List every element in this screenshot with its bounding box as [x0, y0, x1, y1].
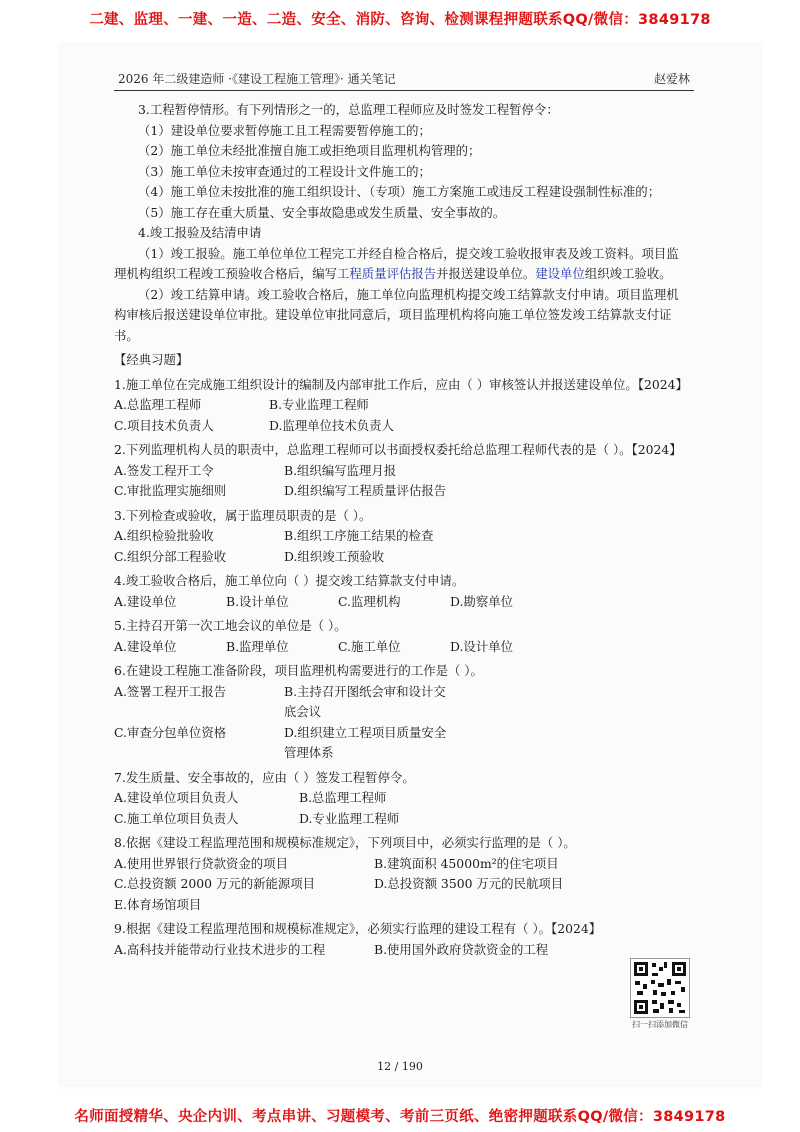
question-5: 5.主持召开第一次工地会议的单位是（ ）。: [114, 618, 347, 633]
option: B.主持召开图纸会审和设计交底会议: [284, 683, 446, 719]
options-row: [114, 526, 690, 547]
option: C.审查分包单位资格: [114, 724, 227, 740]
qr-code-graphic: [631, 959, 689, 1017]
list-item: （5）施工存在重大质量、安全事故隐患或发生质量、安全事故的。: [138, 204, 506, 220]
question-4: 4.竣工验收合格后，施工单位向（ ）提交竣工结算款支付申请。: [114, 573, 465, 588]
options-row: [114, 416, 690, 437]
page-number: 12 / 190: [377, 1060, 423, 1073]
option: B.监理单位: [226, 638, 289, 654]
option: B.设计单位: [226, 593, 289, 609]
qr-code-image: [630, 958, 690, 1018]
options-row: [114, 788, 690, 809]
list-item: （3）施工单位未按审查通过的工程设计文件施工的；: [138, 163, 431, 179]
option: C.施工单位项目负责人: [114, 810, 239, 826]
exercises-title: 【经典习题】: [114, 352, 189, 367]
options-row: [114, 723, 690, 764]
question-8: 8.依据《建设工程监理范围和规模标准规定》，下列项目中，必须实行监理的是（ ）。: [114, 835, 576, 850]
option: D.组织编写工程质量评估报告: [284, 483, 447, 498]
question-9: 9.根据《建设工程监理范围和规模标准规定》，必须实行监理的建设工程有（ ）。【2024】: [114, 921, 602, 936]
option: A.总监理工程师: [114, 397, 202, 412]
list-item: （1）建设单位要求暂停施工且工程需要暂停施工的；: [138, 122, 431, 138]
option: D.组织竣工预验收: [284, 548, 385, 564]
options-row: [114, 895, 690, 916]
paragraph-settlement: （2）竣工结算申请。竣工验收合格后，施工单位向监理机构提交竣工结算款支付申请。项目监理机构审核后报送建设单位审批。建设单位审批同意后，项目监理机构将向施工单位签发竣工结算款支付证书。: [114, 286, 679, 343]
option: B.建筑面积 45000m²的住宅项目: [374, 855, 559, 871]
question-6: 6.在建设工程施工准备阶段，项目监理机构需要进行的工作是（ ）。: [114, 663, 483, 678]
option: A.签署工程开工报告: [114, 683, 227, 699]
options-row: [114, 682, 690, 723]
option: C.审批监理实施细则: [114, 483, 227, 498]
options-row: [114, 637, 690, 658]
option: D.组织建立工程项目质量安全管理体系: [284, 724, 447, 760]
page-content: [114, 100, 690, 960]
option: A.高科技并能带动行业技术进步的工程: [114, 941, 326, 957]
option: C.组织分部工程验收: [114, 548, 227, 564]
question-1: 1.施工单位在完成施工组织设计的编制及内部审批工作后，应由（ ）审核签认并报送建设单位。【2024】: [114, 376, 688, 392]
option: A.建设单位: [114, 593, 177, 609]
options-row: [114, 592, 690, 613]
option: D.专业监理工程师: [299, 810, 400, 826]
highlight-text: 工程质量评估报告: [337, 266, 437, 281]
highlight-text: 建设单位: [535, 266, 585, 281]
options-row: [114, 461, 690, 482]
option: B.总监理工程师: [299, 790, 387, 805]
option: B.组织编写监理月报: [284, 462, 397, 478]
option: D.总投资额 3500 万元的民航项目: [374, 876, 564, 891]
option: A.使用世界银行贷款资金的项目: [114, 855, 288, 871]
header-author: 赵爱林: [653, 72, 690, 86]
option: A.建设单位项目负责人: [114, 790, 239, 805]
text-run: 并报送建设单位。: [436, 266, 536, 281]
option: B.组织工序施工结果的检查: [284, 528, 434, 543]
header-rule: [114, 90, 694, 91]
question-7: 7.发生质量、安全事故的，应由（ ）签发工程暂停令。: [114, 769, 415, 785]
question-2: 2.下列监理机构人员的职责中，总监理工程师可以书面授权委托给总监理工程师代表的是（ ）。【2024】: [114, 442, 682, 457]
option: C.总投资额 2000 万元的新能源项目: [114, 876, 316, 891]
option: B.使用国外政府贷款资金的工程: [374, 941, 549, 957]
option: D.设计单位: [450, 638, 513, 654]
text-run: （1）竣工报验。施工单位单位工程完工并经自检合格后，提交竣工验收报审表及竣工资料。项目监理机构组织工程竣工预验收合格后，编写: [114, 245, 679, 281]
option: A.建设单位: [114, 638, 177, 654]
options-row: [114, 395, 690, 416]
option: C.项目技术负责人: [114, 417, 214, 433]
options-row: [114, 874, 690, 895]
option: C.监理机构: [338, 593, 401, 609]
options-row: [114, 809, 690, 830]
option: B.专业监理工程师: [269, 397, 369, 412]
question-3: 3.下列检查或验收，属于监理员职责的是（ ）。: [114, 507, 372, 523]
options-row: [114, 547, 690, 568]
options-row: [114, 940, 690, 961]
paragraph-heading: 4.竣工报验及结清申请: [138, 225, 262, 240]
options-row: [114, 854, 690, 875]
paragraph-suspension: 3.工程暂停情形。有下列情形之一的，总监理工程师应及时签发工程暂停令：: [138, 102, 559, 117]
options-row: [114, 481, 690, 502]
paragraph-completion: [114, 244, 690, 285]
option: D.勘察单位: [450, 593, 513, 609]
list-item: （2）施工单位未经批准擅自施工或拒绝项目监理机构管理的；: [138, 143, 481, 158]
option: A.签发工程开工令: [114, 462, 214, 478]
option: E.体育场馆项目: [114, 896, 202, 912]
option: A.组织检验批验收: [114, 528, 214, 543]
page-header: [118, 68, 690, 90]
text-run: 组织竣工验收。: [584, 266, 672, 281]
top-banner: 二建、监理、一建、一造、二造、安全、消防、咨询、检测课程押题联系QQ/微信：3849178: [89, 12, 711, 28]
qr-caption: 扫一扫添加微信: [632, 1020, 688, 1029]
option: D.监理单位技术负责人: [269, 417, 394, 433]
header-title: 2026 年二级建造师 ·《建设工程施工管理》· 通关笔记: [118, 72, 396, 86]
list-item: （4）施工单位未按批准的施工组织设计、（专项）施工方案施工或违反工程建设强制性标准的；: [138, 184, 661, 199]
option: C.施工单位: [338, 638, 401, 654]
bottom-banner: 名师面授精华、央企内训、考点串讲、习题模考、考前三页纸、绝密押题联系QQ/微信：3849178: [74, 1109, 726, 1125]
